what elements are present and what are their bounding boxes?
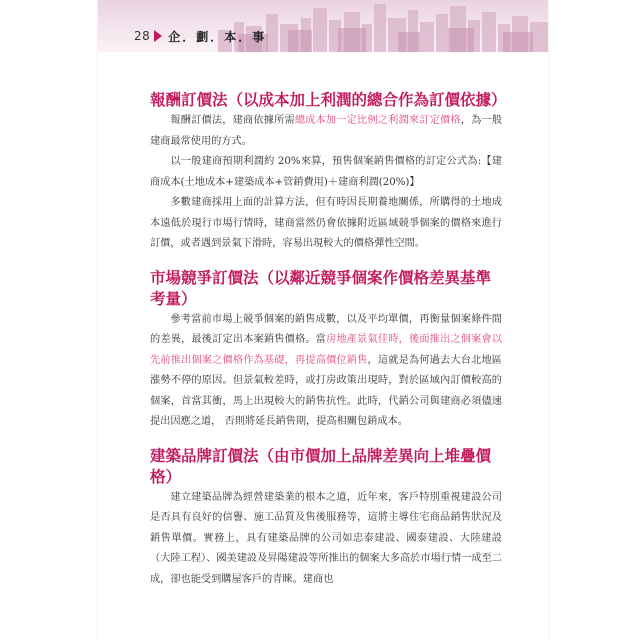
highlighted-text: 房地產景氣佳時，後面推出之個案會以先前推出個案之價格作為基礎，再提高價位銷售 [150, 334, 503, 366]
arrow-right-icon [154, 30, 162, 42]
section-heading: 市場競爭訂價法（以鄰近競爭個案作價格差異基準考量） [150, 268, 492, 308]
book-page [98, 0, 548, 640]
paragraph: 參考當前市場上競爭個案的銷售成數，以及平均單價，再衡量個案條件間的差異，最後訂定出本案銷售價格。當房地產景氣佳時，後面推出之個案會以先前推出個案之價格作為基礎，再提高價位銷售，這就是為何過去大台北地區漲勢不停的原因。但景氣較差時，或打房政策出現時，對於區域內訂價較高的個案，首當其衝，馬上出現較大的銷售抗性。此時，代銷公司與建商必須儘速提出因應之道， 否則將延長銷售期，提高相關包銷成本。 [150, 313, 503, 427]
paragraph: 建立建築品牌為經營建築業的根本之道，近年來，客戶特別重視建設公司是否具有良好的信譽、施工品質及售後服務等，這將主導住宅商品銷售狀況及銷售單價。實務上，具有建築品牌的公司如忠泰建設、國泰建設、大陸建設（大陸工程）、國美建設及昇陽建設等所推出的個案大多高於市場行情一成至二成，卻也能受到購屋客戶的青睞。建商也 [150, 491, 502, 585]
paragraph: 以一般建商預期利潤約 20%來算，預售個案銷售價格的訂定公式為:【建商成本(土地成本+建築成本+管銷費用)＋建商利潤(20%)】 [150, 156, 502, 188]
page-number: 28 [134, 29, 151, 43]
page-header [98, 0, 548, 52]
section-heading: 建築品牌訂價法（由市價加上品牌差異向上堆疊價格） [150, 446, 492, 486]
series-title: 企．劃．本．事 [168, 29, 267, 44]
paragraph: 報酬訂價法，建商依據所需總成本加一定比例之利潤來訂定價格，為一般建商最常使用的方式。 [150, 115, 503, 147]
section-heading: 報酬訂價法（以成本加上利潤的總合作為訂價依據） [150, 91, 507, 109]
header-label [98, 26, 266, 46]
page-content [150, 90, 507, 590]
highlighted-text: 總成本加一定比例之利潤來訂定價格 [294, 115, 461, 126]
paragraph: 多數建商採用上面的計算方法，但有時因長期養地關係，所購得的土地成本遠低於現行市場行情時，建商當然仍會依據附近區域競爭個案的價格來進行訂價，或者遇到景氣下滑時，容易出現較大的價格彈性空間。 [150, 197, 502, 249]
